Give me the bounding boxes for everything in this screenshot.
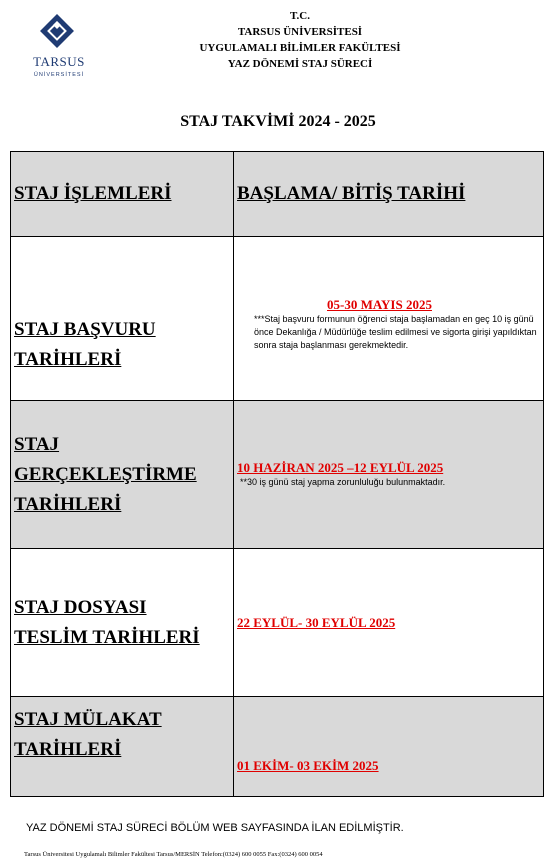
row-dates xyxy=(234,549,544,697)
header-line: YAZ DÖNEMİ STAJ SÜRECİ xyxy=(227,58,373,70)
table-row xyxy=(11,697,544,797)
row-label: STAJ DOSYASI TESLİM TARİHLERİ xyxy=(11,549,234,697)
footer-notice: YAZ DÖNEMİ STAJ SÜRECİ BÖLÜM WEB SAYFASINDA İLAN EDİLMİŞTİR. xyxy=(26,822,404,834)
header-line: UYGULAMALI BİLİMLER FAKÜLTESİ xyxy=(199,42,401,54)
table-row xyxy=(11,401,544,549)
date-range: 01 EKİM- 03 EKİM 2025 xyxy=(237,758,379,773)
internship-calendar-table xyxy=(10,151,544,797)
table-row xyxy=(11,549,544,697)
header-line: TARSUS ÜNİVERSİTESİ xyxy=(237,26,363,38)
university-logo-icon xyxy=(38,12,76,50)
header-line: T.C. xyxy=(290,10,310,22)
col-header-dates: BAŞLAMA/ BİTİŞ TARİHİ xyxy=(234,152,544,237)
row-dates xyxy=(234,237,544,401)
col-header-process: STAJ İŞLEMLERİ xyxy=(11,152,234,237)
university-logo xyxy=(27,12,91,84)
page-title: STAJ TAKVİMİ 2024 - 2025 xyxy=(180,113,376,130)
document-header xyxy=(180,8,420,72)
row-dates xyxy=(234,401,544,549)
contact-info: Tarsus Üniversitesi Uygulamalı Bilimler Fakültesi Tarsus/MERSİN Telefon:(0324) 600 0055 Fax:(0324) 600 0054 xyxy=(24,851,323,858)
date-range: 22 EYLÜL- 30 EYLÜL 2025 xyxy=(237,614,396,630)
row-label: STAJ GERÇEKLEŞTİRME TARİHLERİ xyxy=(11,401,234,549)
note-text: ***Staj başvuru formunun öğrenci staja başlamadan en geç 10 iş günü önce Dekanlığa / Müdürlüğe teslim edilmesi ve sigorta girişi yapıldıktan sonra staja başlanması gerekmektedir. xyxy=(254,314,537,350)
table-header-row xyxy=(11,152,544,237)
row-dates xyxy=(234,697,544,797)
note-text: **30 iş günü staj yapma zorunluluğu bulunmaktadır. xyxy=(240,477,446,487)
logo-subtitle: ÜNİVERSİTESİ xyxy=(33,72,85,78)
date-range: 10 HAZİRAN 2025 –12 EYLÜL 2025 xyxy=(237,460,444,475)
table-row xyxy=(11,237,544,401)
logo-name: TARSUS xyxy=(33,54,85,69)
date-range: 05-30 MAYIS 2025 xyxy=(327,297,432,312)
row-label: STAJ MÜLAKAT TARİHLERİ xyxy=(11,697,234,797)
row-label: STAJ BAŞVURU TARİHLERİ xyxy=(11,237,234,401)
